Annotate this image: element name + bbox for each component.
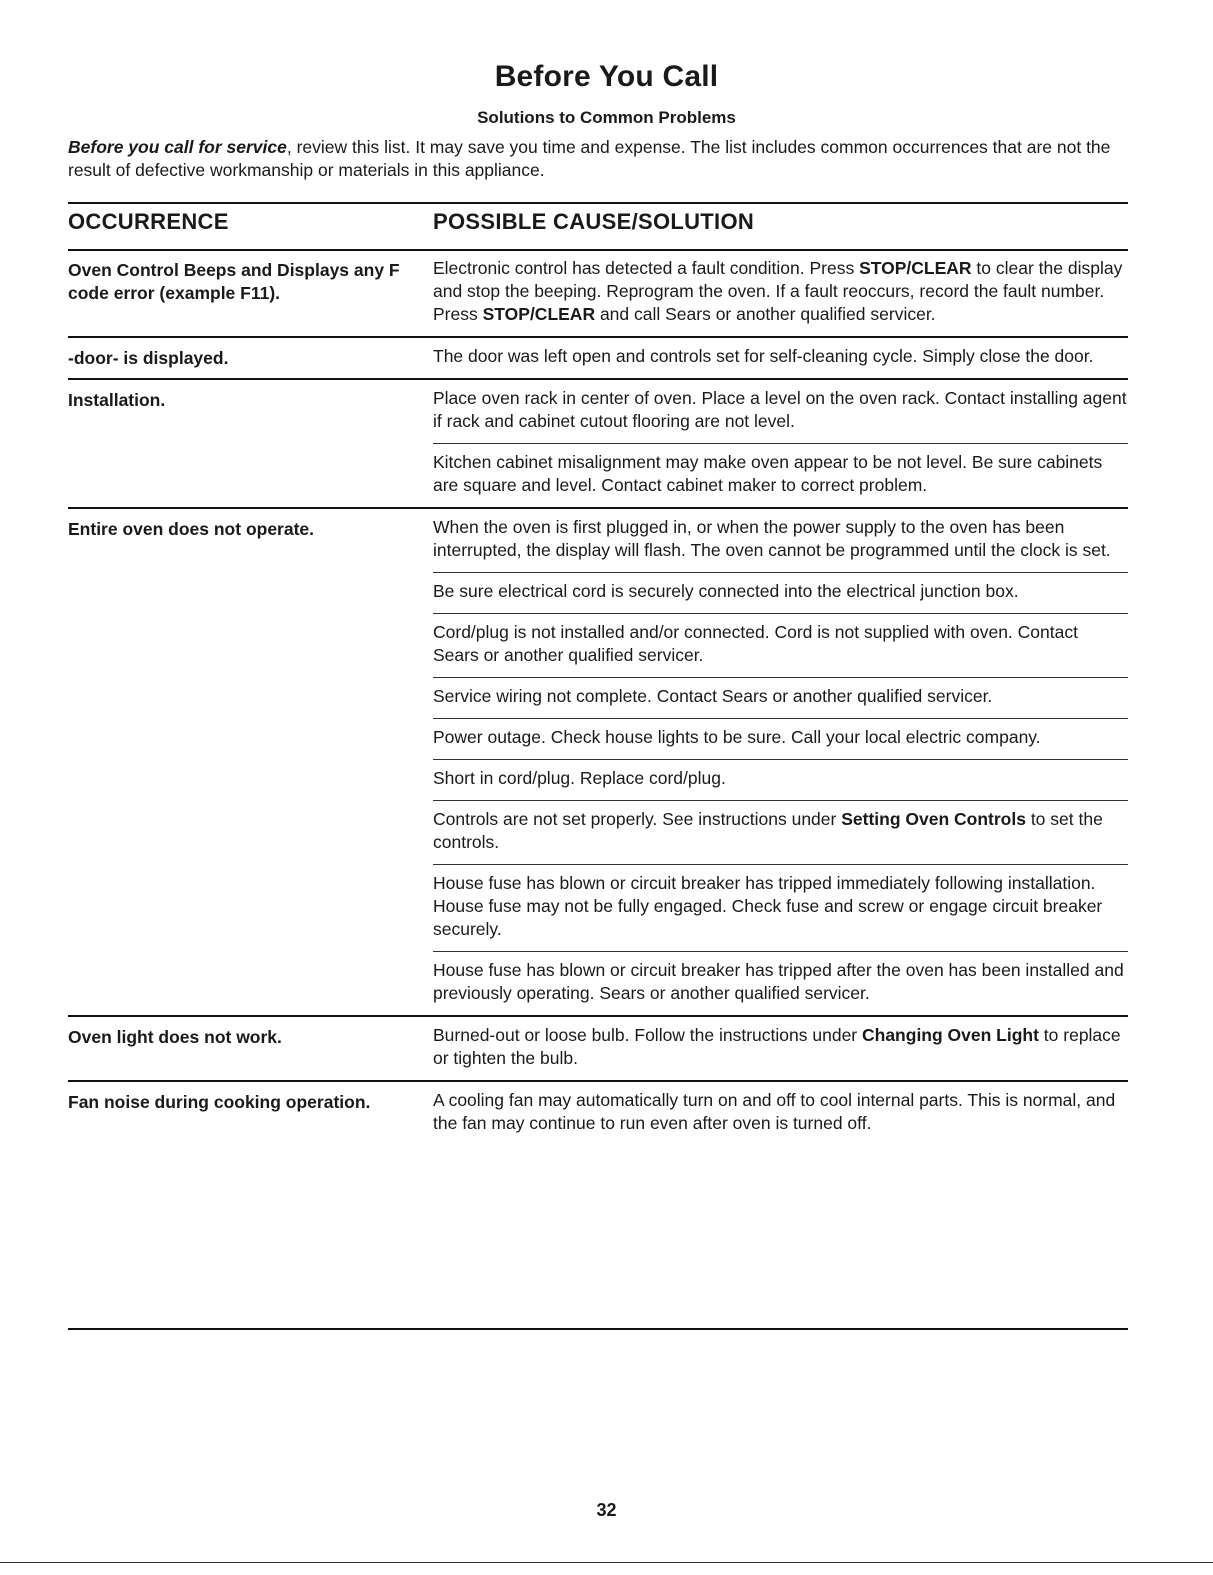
table-row <box>68 1080 1128 1145</box>
solution-text: Kitchen cabinet misalignment may make oven appear to be not level. Be sure cabinets are square and level. Contact cabinet maker to correct problem. <box>433 452 1103 495</box>
solution-item <box>433 951 1128 1015</box>
occurrence-label: Installation. <box>68 390 166 410</box>
solution-list <box>433 380 1128 507</box>
solution-text: to clear the display and stop the beeping. Reprogram the oven. If a fault reoccurs, record the fault number. Press <box>433 258 1123 324</box>
solution-item <box>433 718 1128 759</box>
solution-item <box>433 338 1128 378</box>
page-title: Before You Call <box>494 60 719 93</box>
solution-emphasis: STOP/CLEAR <box>859 258 972 278</box>
occurrence-column-header: OCCURRENCE <box>68 209 229 234</box>
solution-list <box>433 1082 1128 1145</box>
occurrence-label: Fan noise during cooking operation. <box>68 1092 371 1112</box>
solution-emphasis: Changing Oven Light <box>862 1025 1039 1045</box>
solution-item <box>433 1017 1128 1080</box>
troubleshooting-table <box>68 250 1128 1145</box>
solution-item <box>433 1082 1128 1145</box>
solution-text: Be sure electrical cord is securely connected into the electrical junction box. <box>433 581 1019 601</box>
solution-item <box>433 380 1128 443</box>
solution-text: Service wiring not complete. Contact Sears or another qualified servicer. <box>433 686 993 706</box>
solution-text: Cord/plug is not installed and/or connected. Cord is not supplied with oven. Contact Sears or another qualified servicer. <box>433 622 1078 665</box>
solution-text: to set the controls. <box>433 809 1103 852</box>
solution-item <box>433 572 1128 613</box>
solution-text: Short in cord/plug. Replace cord/plug. <box>433 768 726 788</box>
table-row <box>68 507 1128 1015</box>
table-row <box>68 250 1128 336</box>
solution-text: House fuse has blown or circuit breaker has tripped immediately following installation. House fuse may not be fully engaged. Check fuse and screw or engage circuit breaker securely. <box>433 873 1103 939</box>
table-bottom-rule <box>68 1328 1128 1330</box>
solution-text: A cooling fan may automatically turn on and off to cool internal parts. This is normal, and the fan may continue to run even after oven is turned off. <box>433 1090 1116 1133</box>
intro-paragraph <box>68 136 1153 182</box>
table-row <box>68 1015 1128 1080</box>
solution-item <box>433 613 1128 677</box>
solution-text: Place oven rack in center of oven. Place a level on the oven rack. Contact installing agent if rack and cabinet cutout flooring are not level. <box>433 388 1127 431</box>
solution-text: and call Sears or another qualified servicer. <box>595 304 936 324</box>
solution-emphasis: Setting Oven Controls <box>841 809 1026 829</box>
solution-text: to replace or tighten the bulb. <box>433 1025 1121 1068</box>
page-subtitle: Solutions to Common Problems <box>477 108 736 127</box>
solution-text: The door was left open and controls set for self-cleaning cycle. Simply close the door. <box>433 346 1094 366</box>
occurrence-label: Oven Control Beeps and Displays any F code error (example F11). <box>68 260 400 303</box>
solution-list <box>433 250 1128 336</box>
intro-text: , review this list. It may save you time and expense. The list includes common occurrences that are not the result of defective workmanship or materials in this appliance. <box>68 137 1111 180</box>
solution-item <box>433 759 1128 800</box>
solution-list <box>433 1017 1128 1080</box>
solution-emphasis: STOP/CLEAR <box>482 304 596 324</box>
solution-list <box>433 338 1128 378</box>
solution-text: House fuse has blown or circuit breaker has tripped after the oven has been installed and previously operating. Sears or another qualified servicer. <box>433 960 1124 1003</box>
solution-item <box>433 677 1128 718</box>
solution-item <box>433 250 1128 336</box>
table-row <box>68 378 1128 507</box>
intro-lead: Before you call for service <box>68 137 287 157</box>
solution-list <box>433 509 1128 1015</box>
occurrence-label: -door- is displayed. <box>68 348 229 368</box>
footer-rule <box>0 1562 1213 1563</box>
solution-text: Burned-out or loose bulb. Follow the instructions under <box>433 1025 862 1045</box>
solution-item <box>433 509 1128 572</box>
solution-item <box>433 864 1128 951</box>
header-top-rule <box>68 202 1128 204</box>
solution-text: Electronic control has detected a fault condition. Press <box>433 258 860 278</box>
solution-item <box>433 443 1128 507</box>
solution-column-header: POSSIBLE CAUSE/SOLUTION <box>433 209 755 234</box>
solution-text: Power outage. Check house lights to be sure. Call your local electric company. <box>433 727 1041 747</box>
occurrence-label: Oven light does not work. <box>68 1027 282 1047</box>
solution-text: When the oven is first plugged in, or when the power supply to the oven has been interrupted, the display will flash. The oven cannot be programmed until the clock is set. <box>433 517 1111 560</box>
solution-text: Controls are not set properly. See instructions under <box>433 809 842 829</box>
solution-item <box>433 800 1128 864</box>
page-number: 32 <box>596 1500 617 1520</box>
table-row <box>68 336 1128 378</box>
occurrence-label: Entire oven does not operate. <box>68 519 315 539</box>
